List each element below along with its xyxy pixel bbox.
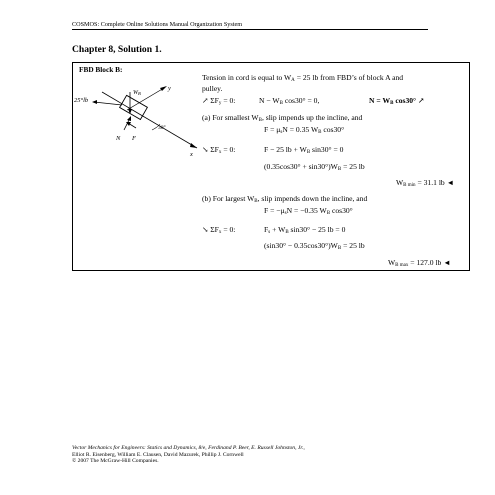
friction-b-eq: $F = -\mu_sN = -0.35$ $W_B$ cos30°	[264, 206, 353, 216]
part-b-text: (b) For largest $W_B$, slip impends down the incline, and	[202, 194, 368, 204]
eq-x-a: F − 25 lb + $W_B$ sin30° = 0	[264, 145, 344, 155]
intro-line-1: Tension in cord is equal to $W_A = 25$ lb from FBD’s of block A and	[202, 73, 404, 83]
eq-y-label: ↗ $\Sigma F_y = 0$:	[202, 96, 236, 106]
intro-line-2: pulley.	[202, 84, 223, 93]
footer-line-3: © 2007 The McGraw-Hill Companies.	[72, 458, 159, 465]
cord-force-arrow	[94, 102, 122, 105]
result-a: $W_{B min} = 31.1$ lb ◄	[396, 178, 455, 188]
friction-label: F	[132, 135, 136, 142]
cord-force-label: 25°lb	[74, 97, 89, 104]
fbd-diagram	[72, 72, 202, 162]
x-axis-arrowhead	[190, 143, 197, 148]
eq-x-label-a: ↘ $\Sigma F_x = 0$:	[202, 145, 236, 155]
result-b: $W_{B max} = 127.0$ lb ◄	[388, 258, 451, 268]
eq-x-b2: $(\sin 30^\circ - 0.35\cos 30^\circ)W_B = 25$ lb	[264, 241, 365, 251]
slope-angle-label: 30°	[158, 125, 166, 131]
footer	[72, 445, 305, 465]
friction-a-eq: $F = \mu_sN = 0.35$ $W_B$ cos30°	[264, 125, 345, 135]
y-axis-arrowhead	[160, 86, 167, 91]
page-header: COSMOS: Complete Online Solutions Manual Organization System	[72, 21, 428, 30]
eq-y-body: $N - W_B$ cos30° = 0,	[259, 96, 320, 106]
chapter-title: Chapter 8, Solution 1.	[72, 44, 162, 55]
normal-label: N	[116, 135, 121, 142]
y-axis-label: y	[168, 85, 171, 92]
eq-y-result: $N = W_B$ cos30° ↗	[369, 96, 425, 106]
eq-x-a2: $(0.35\cos 30^\circ + \sin 30^\circ)W_B = 25$ lb	[264, 162, 365, 172]
footer-line-1: Vector Mechanics for Engineers: Statics and Dynamics, 8/e, Ferdinand P. Beer, E. Russell Johnston, Jr.,	[72, 445, 305, 451]
eq-x-b: $F_s + W_B$ sin30° − 25 lb = 0	[264, 225, 346, 235]
eq-x-label-b: ↘ $\Sigma F_x = 0$:	[202, 225, 236, 235]
weight-label: WB	[133, 90, 141, 96]
fbd-label: FBD Block B:	[79, 65, 123, 74]
part-a-text: (a) For smallest $W_B$, slip impends up the incline, and	[202, 113, 363, 123]
x-axis-label: x	[190, 151, 193, 158]
footer-line-2: Elliot R. Eisenberg, William E. Clausen, David Mazurek, Phillip J. Cornwell	[72, 451, 244, 458]
